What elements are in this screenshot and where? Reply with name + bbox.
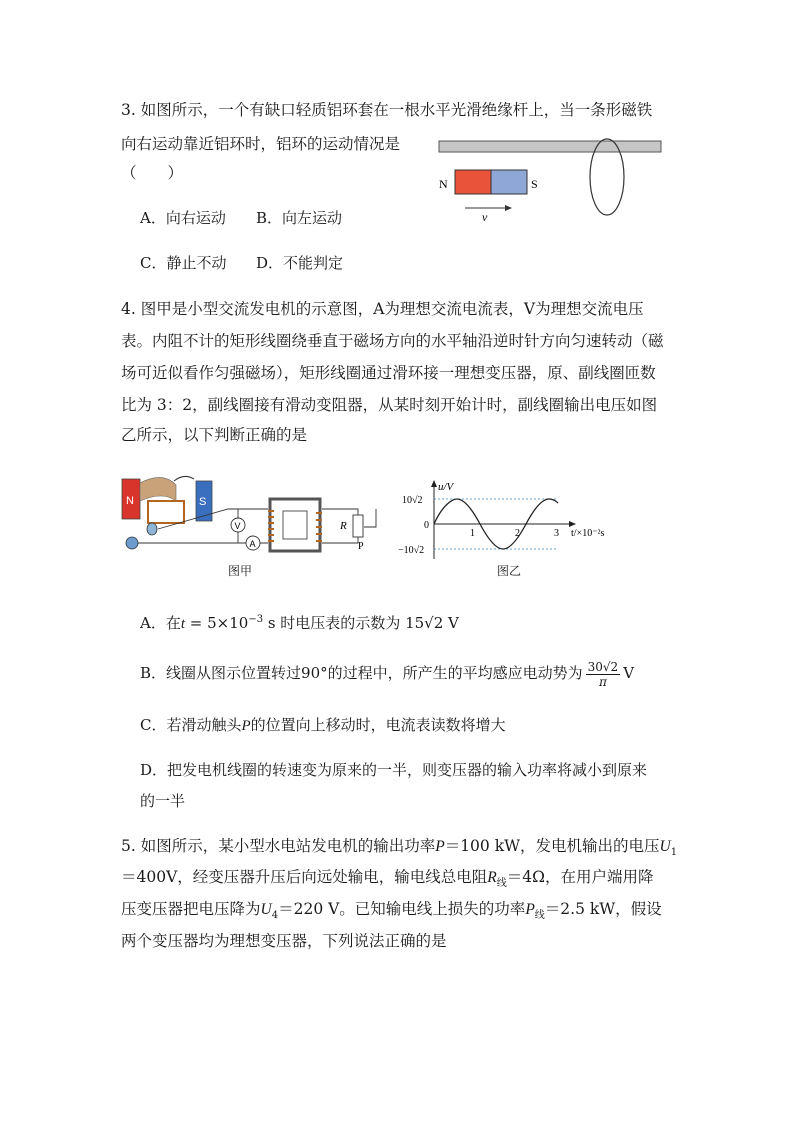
q4-option-b bbox=[140, 654, 634, 692]
q3-option-c: C．静止不动 bbox=[140, 254, 227, 272]
q5-l3-p: P bbox=[525, 901, 535, 918]
rheostat-r-label: R bbox=[340, 520, 347, 532]
emf-denominator: π bbox=[598, 674, 607, 689]
q4-option-c bbox=[140, 714, 506, 737]
q3-magnet-ring-figure bbox=[430, 133, 670, 223]
rheostat-slider bbox=[364, 509, 376, 527]
x-tick-1: 1 bbox=[470, 528, 475, 539]
magnet-s-text: S bbox=[199, 496, 207, 508]
rotating-coil bbox=[148, 501, 184, 523]
q3-option-b: B．向左运动 bbox=[256, 209, 343, 227]
wire-top bbox=[158, 509, 268, 529]
q5-stem-line-4: 两个变压器均为理想变压器，下列说法正确的是 bbox=[121, 932, 447, 950]
q4-stem-line-1: 4. 图甲是小型交流发电机的示意图，A为理想交流电流表，V为理想交流电压 bbox=[121, 300, 644, 318]
q4-stem-line-2: 表。内阻不计的矩形线圈绕垂直于磁场方向的水平轴沿逆时针方向匀速转动（磁 bbox=[121, 332, 664, 350]
transformer-core bbox=[270, 499, 320, 551]
x-tick-3: 3 bbox=[554, 528, 559, 539]
y-bottom-label: −10√2 bbox=[398, 545, 425, 556]
voltmeter-label: V bbox=[234, 521, 241, 531]
y-axis-label: u/V bbox=[438, 481, 454, 493]
q5-l1-u: U bbox=[659, 838, 671, 855]
q3-option-d: D．不能判定 bbox=[256, 254, 344, 272]
q4-stem-line-3: 场可近似看作匀强磁场），矩形线圈通过滑环接一理想变压器，原、副线圈匝数 bbox=[121, 364, 656, 382]
figure-yi-caption: 图乙 bbox=[497, 564, 522, 578]
q4-option-d-line-1: D．把发电机线圈的转速变为原来的一半，则变压器的输入功率将减小到原来 bbox=[140, 761, 648, 779]
origin-label: 0 bbox=[424, 520, 429, 531]
q5-l2-post: ＝4Ω，在用户端用降 bbox=[506, 868, 654, 886]
ammeter-label: A bbox=[249, 539, 256, 549]
q4-option-d-line-2: 的一半 bbox=[140, 792, 186, 810]
q5-l2-r: R bbox=[487, 869, 497, 886]
x-tick-2: 2 bbox=[515, 528, 520, 539]
x-axis-arrow bbox=[569, 521, 576, 527]
rheostat bbox=[353, 515, 363, 537]
q3-stem-line-1: 3. 如图所示，一个有缺口轻质铝环套在一根水平光滑绝缘杆上，当一条形磁铁 bbox=[121, 101, 653, 119]
velocity-arrow-head bbox=[505, 205, 512, 211]
q5-l2-sub: 线 bbox=[496, 878, 507, 890]
q4-option-c-p: P bbox=[241, 718, 251, 734]
q5-l3-post: ＝2.5 kW，假设 bbox=[544, 900, 662, 918]
q5-l3-mid: ＝220 V。已知输电线上损失的功率 bbox=[278, 900, 526, 918]
q4-option-c-prefix: C．若滑动触头 bbox=[140, 716, 242, 734]
q4-option-a-exp: −3 bbox=[248, 614, 264, 625]
emf-numerator: 30√2 bbox=[587, 659, 619, 674]
q4-option-a-eq: = 5×10 bbox=[185, 614, 249, 632]
q5-l3-pre: 压变压器把电压降为 bbox=[121, 900, 261, 918]
q5-l3-sub: 4 bbox=[271, 910, 279, 922]
magnet-north-pole bbox=[455, 170, 491, 194]
y-top-label: 10√2 bbox=[402, 495, 423, 506]
q3-answer-blank: （ ） bbox=[121, 164, 184, 182]
rotation-arrow bbox=[174, 476, 194, 481]
q4-option-a-prefix: A．在 bbox=[140, 614, 181, 632]
y-axis-arrow bbox=[431, 480, 437, 487]
q5-stem-line-1 bbox=[121, 835, 677, 864]
q3-option-a: A．向右运动 bbox=[140, 209, 226, 227]
slip-ring-2 bbox=[126, 537, 138, 549]
q4-option-b-unit: V bbox=[623, 664, 635, 682]
q3-stem-line-2: 向右运动靠近铝环时，铝环的运动情况是 bbox=[121, 135, 401, 153]
insulating-rod bbox=[439, 141, 661, 152]
q5-l1-sub: 1 bbox=[670, 847, 678, 859]
q5-stem-line-2 bbox=[121, 866, 653, 895]
figure-jia-caption: 图甲 bbox=[228, 564, 253, 578]
q5-l3-psub: 线 bbox=[534, 910, 545, 922]
q5-l2-pre: ＝400V，经变压器升压后向远处输电，输电线总电阻 bbox=[121, 868, 488, 886]
q4-stem-line-4: 比为 3：2，副线圈接有滑动变阻器，从某时刻开始计时，副线圈输出电压如图 bbox=[121, 396, 658, 414]
q5-l1-p: P bbox=[435, 838, 445, 855]
q5-l1-pre: 5. 如图所示，某小型水电站发电机的输出功率 bbox=[121, 837, 436, 855]
q4-stem-line-5: 乙所示，以下判断正确的是 bbox=[121, 426, 308, 444]
q4-option-b-prefix: B．线圈从图示位置转过90°的过程中，所产生的平均感应电动势为 bbox=[140, 664, 583, 682]
q4-option-a-t: t bbox=[180, 616, 186, 632]
magnet-south-pole bbox=[491, 170, 527, 194]
q4-option-c-post: 的位置向上移动时，电流表读数将增大 bbox=[250, 716, 506, 734]
q5-l1-mid: ＝100 kW，发电机输出的电压 bbox=[444, 837, 660, 855]
magnet-yoke bbox=[140, 477, 176, 501]
rheostat-p-label: P bbox=[358, 541, 364, 552]
generator-circuit-figure bbox=[118, 463, 378, 558]
q4-option-a bbox=[140, 609, 459, 635]
output-voltage-graph bbox=[398, 479, 628, 564]
velocity-v-label: v bbox=[482, 210, 488, 223]
x-axis-label: t/×10⁻²s bbox=[571, 528, 605, 539]
transformer-core-inner bbox=[283, 511, 307, 539]
emf-fraction bbox=[586, 660, 621, 689]
magnet-n-text: N bbox=[126, 495, 134, 507]
q4-option-a-post: s 时电压表的示数为 15√2 V bbox=[263, 614, 459, 632]
q5-stem-line-3 bbox=[121, 898, 662, 927]
slip-ring-1 bbox=[147, 523, 157, 535]
magnet-n-label: N bbox=[439, 177, 448, 191]
magnet-s-label: S bbox=[531, 177, 538, 191]
q5-l3-u: U bbox=[260, 901, 272, 918]
